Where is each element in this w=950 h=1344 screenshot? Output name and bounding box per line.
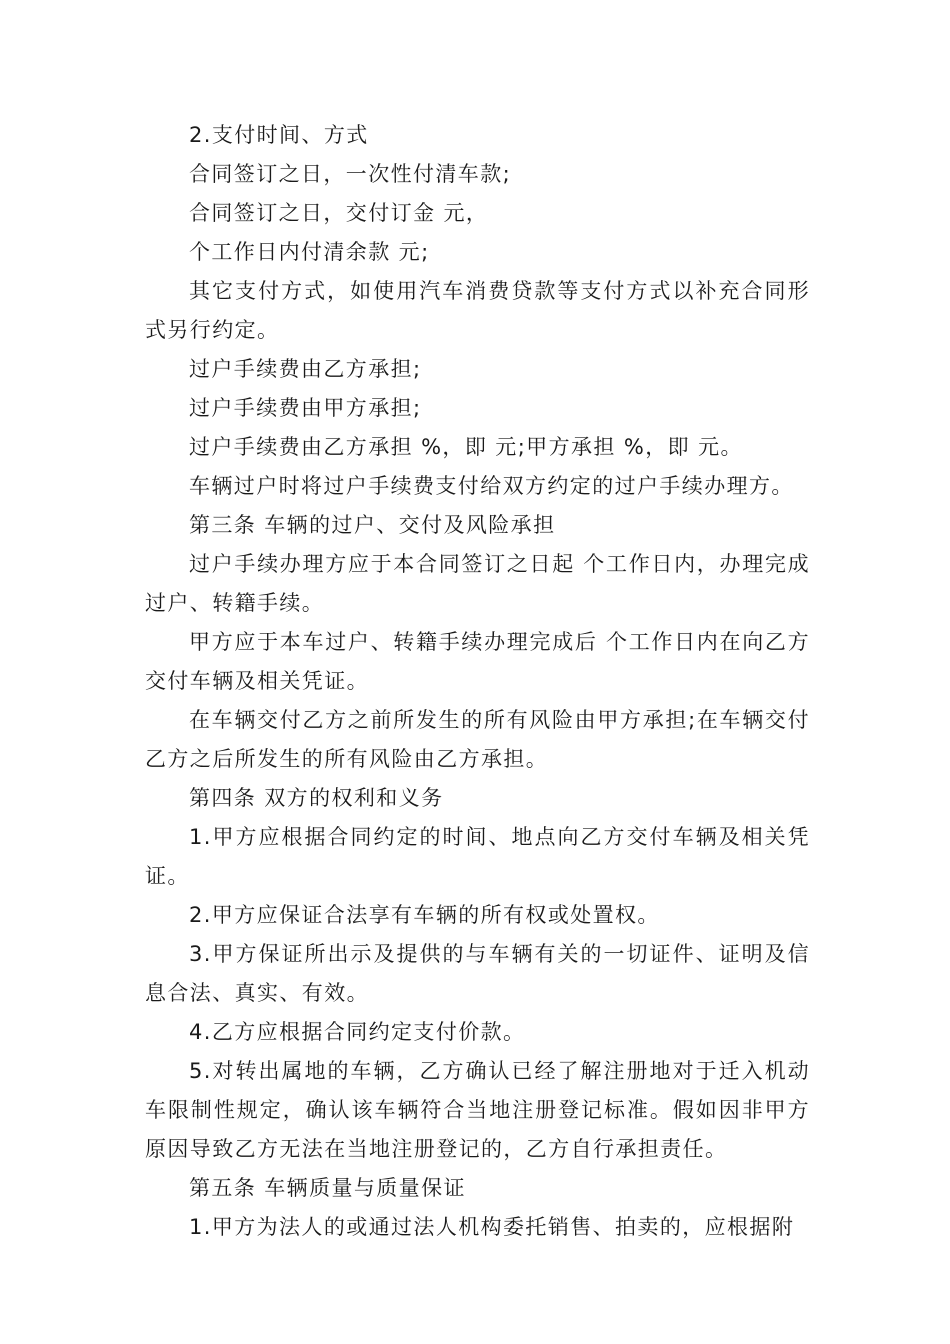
paragraph-quality-1: 1.甲方为法人的或通过法人机构委托销售、拍卖的，应根据附 <box>189 1215 795 1239</box>
paragraph-fee-split: 过户手续费由乙方承担 %，即 元;甲方承担 %，即 元。 <box>189 435 743 459</box>
paragraph-fee-buyer: 过户手续费由乙方承担; <box>189 357 422 381</box>
section-heading-article-4: 第四条 双方的权利和义务 <box>189 786 444 810</box>
section-heading-article-3: 第三条 车辆的过户、交付及风险承担 <box>189 513 556 537</box>
paragraph-deposit: 合同签订之日，交付订金 元， <box>189 201 489 225</box>
document-body <box>145 116 810 1247</box>
paragraph-obligation-4: 4.乙方应根据合同约定支付价款。 <box>189 1020 526 1044</box>
section-heading-article-5: 第五条 车辆质量与质量保证 <box>189 1176 466 1200</box>
paragraph-transfer-deadline: 过户手续办理方应于本合同签订之日起 个工作日内，办理完成过户、转籍手续。 <box>145 552 810 615</box>
paragraph-obligation-5: 5.对转出属地的车辆，乙方确认已经了解注册地对于迁入机动车限制性规定，确认该车辆符合当地注册登记标准。假如因非甲方原因导致乙方无法在当地注册登记的，乙方自行承担责任。 <box>145 1059 810 1161</box>
paragraph-balance: 个工作日内付清余款 元; <box>189 240 430 264</box>
paragraph-payment-heading: 2.支付时间、方式 <box>189 123 369 147</box>
paragraph-obligation-3: 3.甲方保证所出示及提供的与车辆有关的一切证件、证明及信息合法、真实、有效。 <box>145 942 810 1005</box>
paragraph-risk: 在车辆交付乙方之前所发生的所有风险由甲方承担;在车辆交付乙方之后所发生的所有风险由乙方承担。 <box>145 708 810 771</box>
paragraph-fee-payment: 车辆过户时将过户手续费支付给双方约定的过户手续办理方。 <box>189 474 794 498</box>
paragraph-obligation-2: 2.甲方应保证合法享有车辆的所有权或处置权。 <box>189 903 660 927</box>
paragraph-fee-seller: 过户手续费由甲方承担; <box>189 396 422 420</box>
paragraph-other-payment: 其它支付方式，如使用汽车消费贷款等支付方式以补充合同形式另行约定。 <box>145 279 810 342</box>
paragraph-delivery-deadline: 甲方应于本车过户、转籍手续办理完成后 个工作日内在向乙方交付车辆及相关凭证。 <box>145 630 810 693</box>
paragraph-obligation-1: 1.甲方应根据合同约定的时间、地点向乙方交付车辆及相关凭证。 <box>145 825 810 888</box>
paragraph-pay-in-full: 合同签订之日，一次性付清车款; <box>189 162 512 186</box>
